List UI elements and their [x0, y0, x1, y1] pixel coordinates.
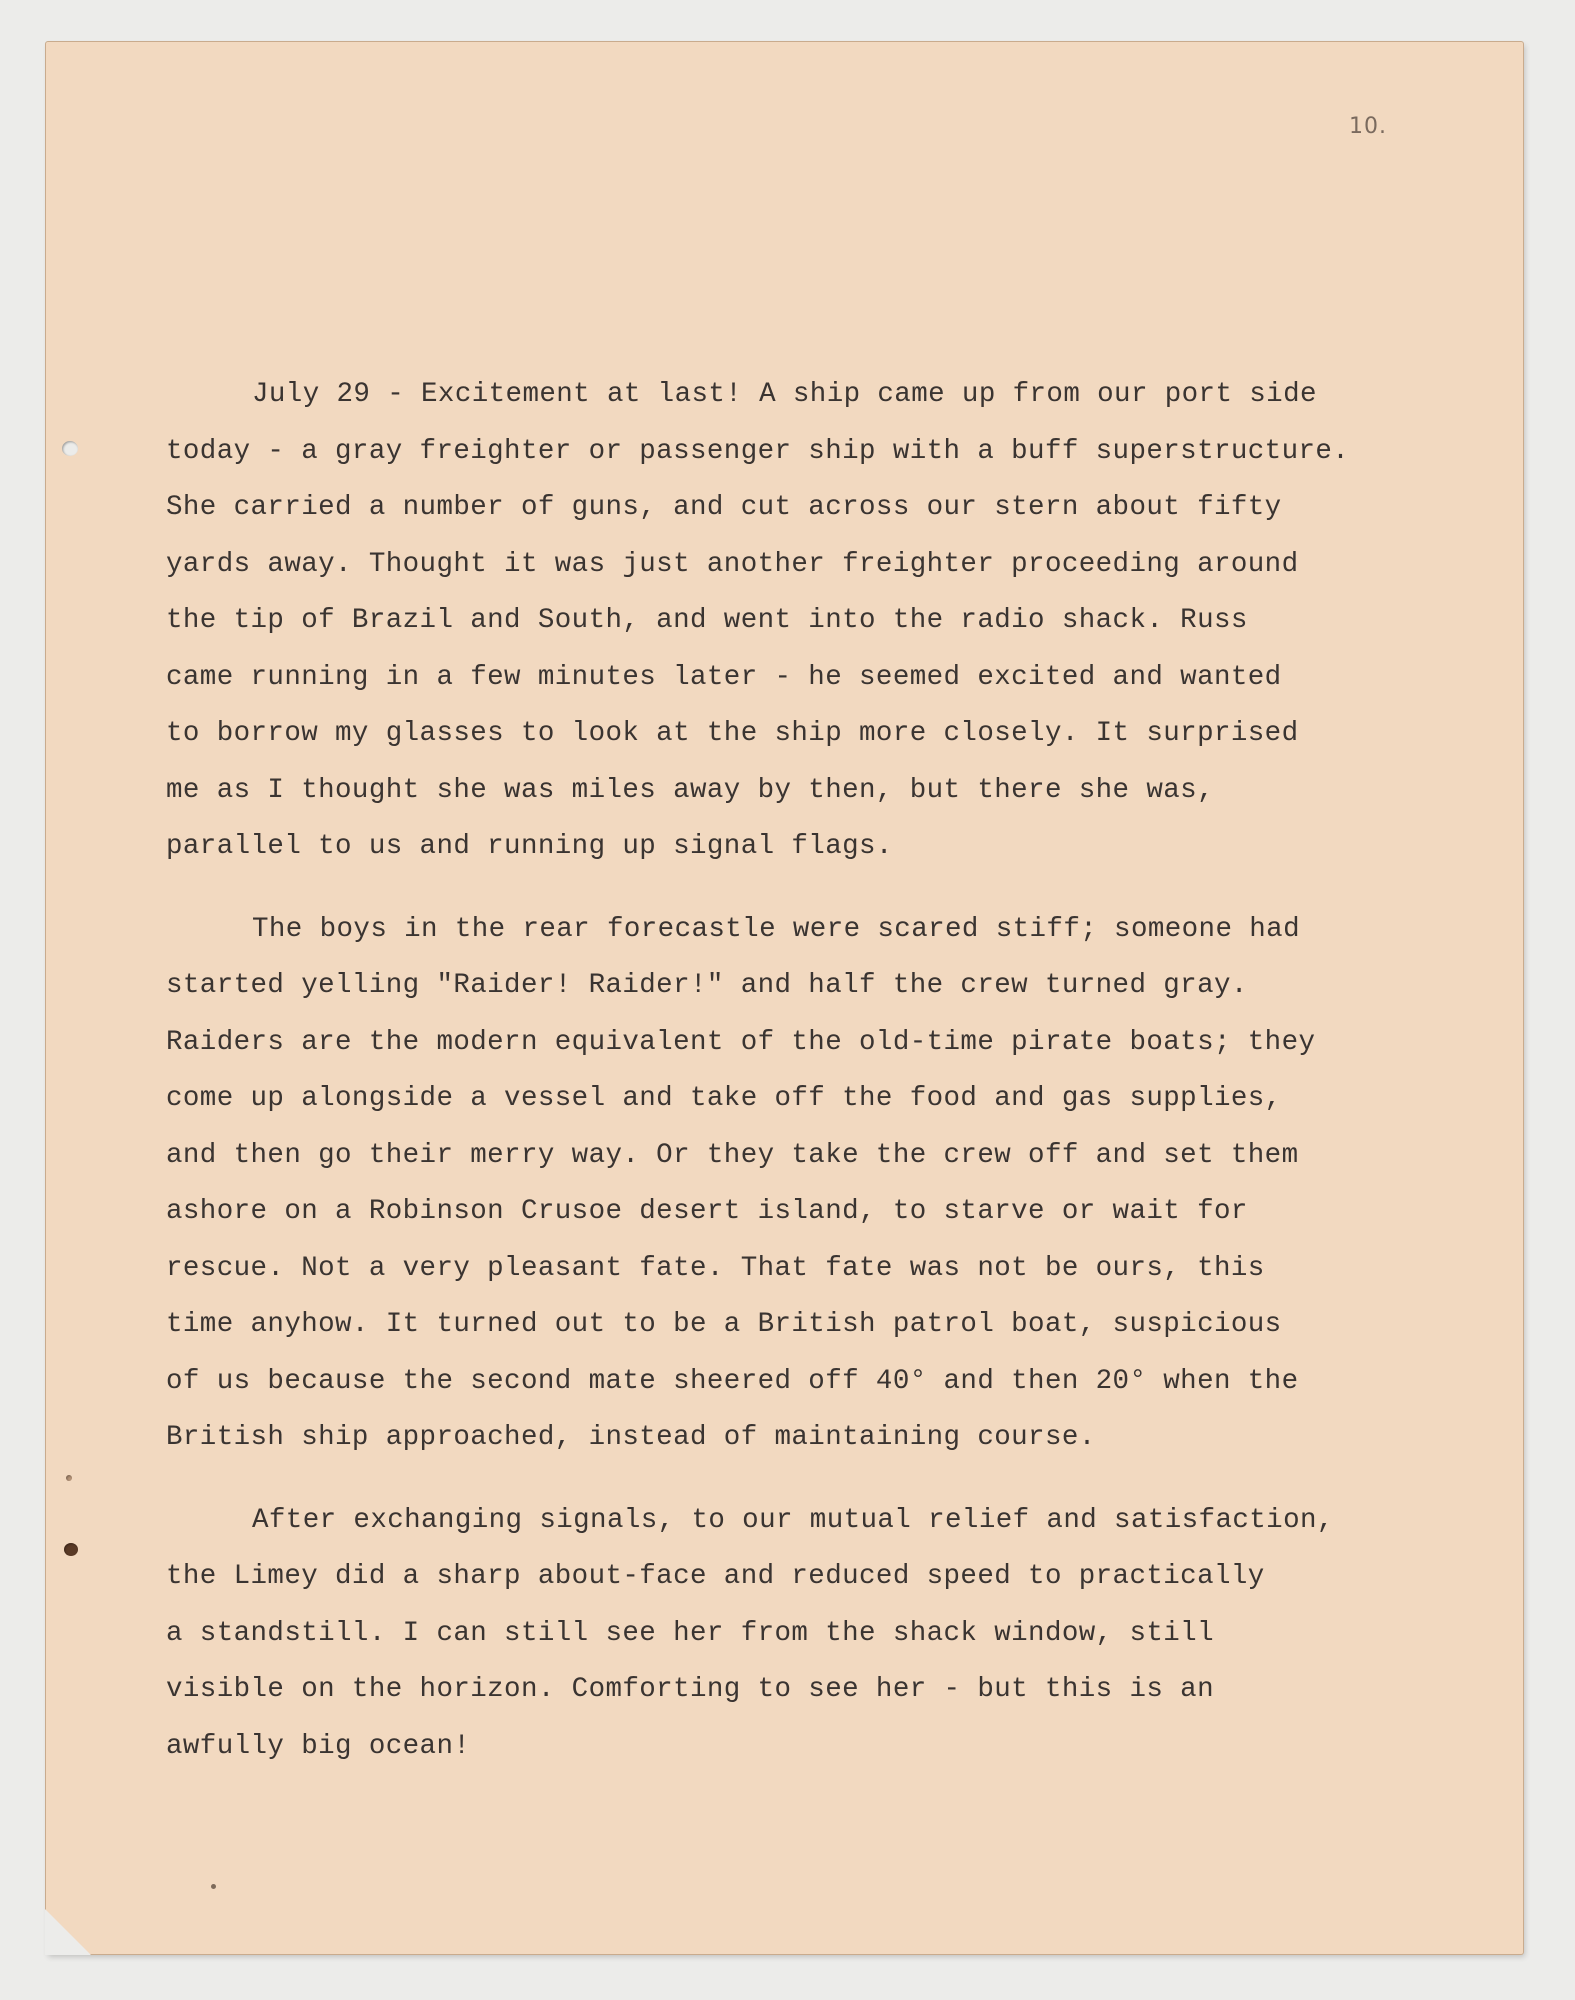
text-line: today - a gray freighter or passenger ship with a buff superstructure. — [166, 435, 1350, 467]
paragraph-3 — [166, 1493, 1456, 1776]
text-line: awfully big ocean! — [166, 1730, 471, 1762]
text-line: yards away. Thought it was just another freighter proceeding around — [166, 548, 1299, 580]
text-line: parallel to us and running up signal flags. — [166, 831, 893, 862]
paragraph-2 — [166, 902, 1456, 1467]
text-line: She carried a number of guns, and cut across our stern about fifty — [166, 492, 1282, 523]
text-line: rescue. Not a very pleasant fate. That fate was not be ours, this — [166, 1252, 1265, 1284]
text-line: came running in a few minutes later - he seemed excited and wanted — [166, 661, 1282, 693]
page-number: 10. — [1349, 114, 1387, 139]
typewritten-page — [46, 42, 1523, 1954]
punch-hole — [66, 1475, 72, 1481]
text-line: July 29 - Excitement at last! A ship came up from our port side — [252, 379, 1317, 410]
text-line: After exchanging signals, to our mutual relief and satisfaction, — [252, 1504, 1334, 1536]
text-line: the Limey did a sharp about-face and reduced speed to practically — [166, 1561, 1265, 1592]
text-line: Raiders are the modern equivalent of the old-time pirate boats; they — [166, 1026, 1316, 1058]
text-line: British ship approached, instead of maintaining course. — [166, 1422, 1096, 1453]
text-line: visible on the horizon. Comforting to see her - but this is an — [166, 1674, 1214, 1705]
paper-speck — [211, 1884, 216, 1889]
text-line: a standstill. I can still see her from the shack window, still — [166, 1617, 1214, 1649]
punch-hole — [64, 1543, 78, 1556]
text-line: me as I thought she was miles away by then, but there she was, — [166, 774, 1214, 806]
text-line: started yelling "Raider! Raider!" and half the crew turned gray. — [166, 970, 1248, 1001]
punch-hole — [62, 441, 78, 456]
text-line: ashore on a Robinson Crusoe desert island, to starve or wait for — [166, 1196, 1248, 1227]
text-line: of us because the second mate sheered off 40° and then 20° when the — [166, 1365, 1299, 1397]
text-line: come up alongside a vessel and take off the food and gas supplies, — [166, 1083, 1282, 1114]
page-body — [166, 367, 1456, 1801]
paragraph-1 — [166, 367, 1456, 876]
text-line: to borrow my glasses to look at the ship more closely. It surprised — [166, 718, 1299, 749]
text-line: time anyhow. It turned out to be a British patrol boat, suspicious — [166, 1309, 1282, 1340]
text-line: The boys in the rear forecastle were scared stiff; someone had — [252, 913, 1300, 945]
text-line: the tip of Brazil and South, and went into the radio shack. Russ — [166, 605, 1248, 636]
text-line: and then go their merry way. Or they take the crew off and set them — [166, 1139, 1299, 1171]
